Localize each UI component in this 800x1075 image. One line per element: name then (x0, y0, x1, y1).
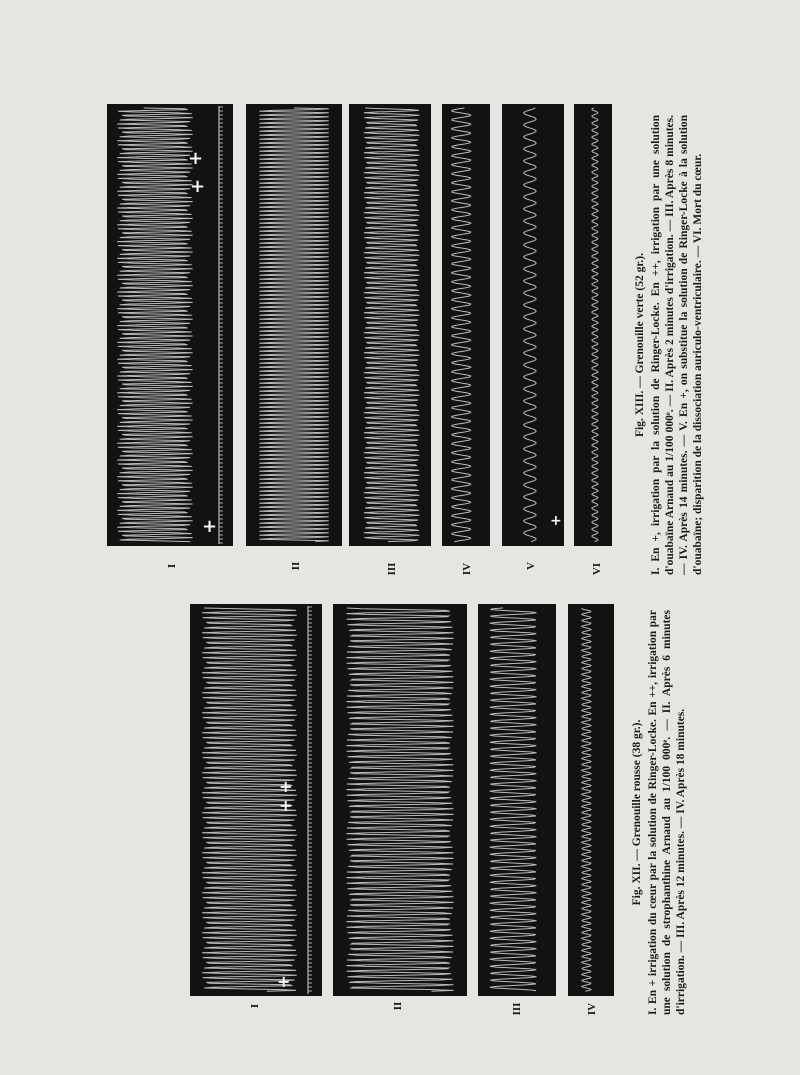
fig13-label-IV: IV (461, 562, 473, 576)
fig13-panel-I (107, 104, 233, 546)
time-ticks (219, 107, 223, 543)
fig12-panel-I (190, 604, 322, 996)
fig13-label-II: II (290, 561, 302, 571)
fig13-panel-IV (442, 104, 490, 546)
trace-graphic (349, 104, 431, 546)
plus-mark: + (550, 513, 562, 529)
fig13-panel-V (502, 104, 564, 546)
heartbeat-trace (259, 108, 328, 542)
plus-mark: + (188, 148, 204, 169)
trace-graphic (246, 104, 342, 546)
fig12-label-IV: IV (586, 1002, 598, 1016)
trace-graphic (502, 104, 564, 546)
trace-graphic (107, 104, 233, 546)
fig13-label-V: V (525, 562, 537, 570)
fig13-caption-title: Fig. XIII. — Grenouille verte (52 gr.). (634, 253, 646, 437)
fig13-caption (633, 115, 705, 575)
plus-mark: + (277, 972, 291, 991)
fig12-label-I: I (249, 1003, 261, 1009)
time-ticks (308, 607, 312, 991)
fig13-panel-III (349, 104, 431, 546)
fig13-panel-VI (574, 104, 612, 546)
fig12-caption (630, 610, 688, 1015)
fig13-label-III: III (386, 562, 398, 576)
heartbeat-trace (490, 608, 537, 991)
plus-mark: + (279, 796, 293, 815)
trace-graphic (574, 104, 612, 546)
fig13-label-I: I (166, 563, 178, 569)
trace-graphic (190, 604, 322, 996)
fig13-caption-text: I. En +, irrigation par la solution de Ringer-Locke. En ++, irrigation par une solution d'ouabaïne Arnaud au 1/100 000ᵉ. — II. Après 2 minutes d'irrigation. — III. Après 8 minutes. — IV. Après 14 minutes. — V. En +, on substitue la solution de Ringer-Locke à la solution d'ouabaïne; disparition de la dissociation auriculo-ventriculaire. — VI. Mort du cœur. (650, 115, 704, 575)
plus-mark: + (190, 176, 206, 197)
trace-graphic (478, 604, 556, 996)
fig12-panel-II (333, 604, 467, 996)
fig12-caption-title: Fig. XII. — Grenouille rousse (38 gr.). (631, 719, 643, 906)
fig12-label-II: II (392, 1001, 404, 1011)
heartbeat-trace (346, 608, 453, 991)
fig12-panel-III (478, 604, 556, 996)
heartbeat-trace (582, 608, 591, 991)
fig13-panel-II (246, 104, 342, 546)
fig12-caption-text: I. En + irrigation du cœur par la solution de Ringer-Locke. En ++, irrigation par une solution de strophanthine Arnaud au 1/100 000ᵉ. — II. Après 6 minutes d'irrigation. — III. Après 12 minutes. — IV. Après 18 minutes. (647, 610, 687, 1015)
trace-graphic (333, 604, 467, 996)
heartbeat-trace (117, 108, 192, 542)
plus-mark: + (279, 777, 293, 796)
trace-graphic (568, 604, 614, 996)
trace-graphic (442, 104, 490, 546)
plus-mark: + (202, 516, 218, 537)
fig12-label-III: III (511, 1002, 523, 1016)
fig12-panel-IV (568, 604, 614, 996)
heartbeat-trace (592, 108, 598, 542)
heartbeat-trace (364, 108, 420, 542)
heartbeat-trace (452, 108, 471, 542)
heartbeat-trace (524, 108, 536, 542)
fig13-label-VI: VI (591, 562, 603, 576)
